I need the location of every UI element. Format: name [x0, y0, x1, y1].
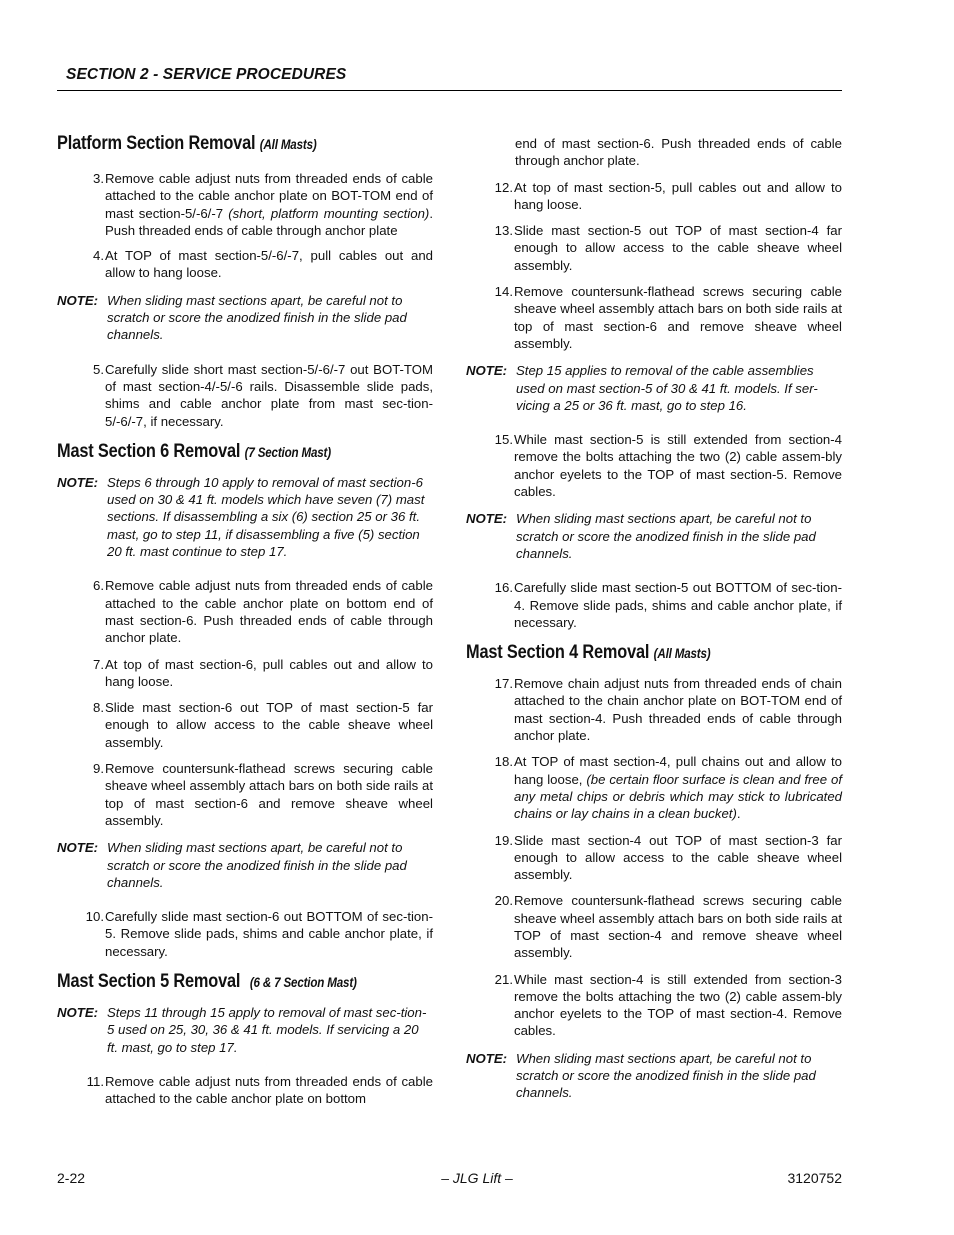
step-number: 14. [494, 284, 513, 300]
heading-qualifier: (All Masts) [653, 646, 711, 662]
step-text [514, 753, 842, 822]
step-6 [57, 577, 433, 646]
note-label: NOTE: [57, 840, 99, 856]
page-number: 2-22 [57, 1170, 86, 1186]
step-text [105, 170, 433, 239]
note-text: When sliding mast sections apart, be careful not to scratch or score the anodized finish in the slide pad channels. [516, 511, 816, 561]
note-5 [466, 362, 842, 414]
footer-center: – JLG Lift – [441, 1170, 513, 1186]
right-column [466, 135, 842, 1102]
note-label: NOTE: [57, 292, 99, 308]
step-text: While mast section-4 is still extended from section-3 remove the bolts attaching the two (2) cable assem-bly anchor eyelets to the TOP of mast section-4. Remove cables. [514, 971, 842, 1039]
note-4 [57, 1004, 433, 1056]
step-text-b: (short, platform mounting section) [228, 205, 430, 221]
note-text: Step 15 applies to removal of the cable assemblies used on mast section-5 of 30 & 41 ft. models. If ser-vicing a 25 or 36 ft. mast, go to step 16. [516, 363, 818, 413]
step-number: 21. [494, 971, 513, 987]
step-text: Carefully slide mast section-5 out BOTTOM of sec-tion-4. Remove slide pads, shims and cable anchor plate, if necessary. [514, 580, 842, 630]
step-7 [57, 656, 433, 691]
note-1 [57, 292, 433, 344]
step-text: Remove countersunk-flathead screws securing cable sheave wheel assembly attach bars on both side rails at top of mast section-6 and remove sheave wheel assembly. [105, 761, 433, 828]
step-number: 7. [93, 656, 104, 672]
note-label: NOTE: [466, 363, 508, 379]
note-label: NOTE: [466, 1050, 508, 1066]
step-text: Carefully slide mast section-6 out BOTTOM of sec-tion-5. Remove slide pads, shims and cable anchor plate, if necessary. [105, 909, 433, 959]
document-number: 3120752 [787, 1170, 842, 1186]
step-19 [466, 832, 842, 884]
step-text: Remove countersunk-flathead screws securing cable sheave wheel assembly attach bars on both side rails at top of mast section-6 and remove sheave wheel assembly. [514, 284, 842, 351]
step-20 [466, 892, 842, 961]
step-text: Slide mast section-4 out TOP of mast section-3 far enough to allow access to the cable sheave wheel assembly. [514, 832, 842, 883]
step-16 [466, 579, 842, 631]
left-column [57, 130, 433, 1107]
step-text: While mast section-5 is still extended from section-4 remove the bolts attaching the two (2) cable assem-bly anchor eyelets to the TOP of mast section-5. Remove cables. [514, 432, 842, 500]
heading-qualifier: (6 & 7 Section Mast) [249, 974, 357, 990]
note-label: NOTE: [57, 474, 99, 490]
heading-title: Mast Section 4 Removal [466, 642, 650, 664]
step-text: Remove countersunk-flathead screws securing cable sheave wheel assembly attach bars on both side rails at TOP of mast section-4 and remove sheave wheel assembly. [514, 893, 842, 961]
step-text-a: Remove cable adjust nuts from threaded ends of cable attached to the cable anchor plate on BOT-TOM end of mast section-5/-6/-7 [105, 171, 433, 221]
step-3 [57, 170, 433, 239]
note-3 [57, 839, 433, 891]
heading-mast-section-5-removal [57, 970, 380, 995]
step-text-c: . [736, 806, 741, 822]
note-text: When sliding mast sections apart, be careful not to scratch or score the anodized finish in the slide pad channels. [516, 1050, 816, 1101]
note-7 [466, 1050, 842, 1102]
step-number: 10. [85, 909, 104, 925]
step-4 [57, 247, 433, 282]
step-number: 18. [494, 754, 513, 770]
heading-mast-section-6-removal [57, 440, 380, 465]
note-text: When sliding mast sections apart, be careful not to scratch or score the anodized finish in the slide pad channels. [107, 292, 407, 343]
step-text-c: . Push threaded ends of cable through anchor plate [105, 205, 433, 238]
heading-title: Platform Section Removal [57, 133, 256, 154]
step-text: Slide mast section-6 out TOP of mast section-5 far enough to allow access to the cable sheave wheel assembly. [105, 700, 433, 750]
step-12 [466, 179, 842, 214]
note-text: Steps 6 through 10 apply to removal of mast section-6 used on 30 & 41 ft. models which have seven (7) mast sections. If disassembling a six (6) section 25 or 36 ft. mast, go to step 11, if disassembling a five (5) section 20 ft. mast continue to step 17. [107, 474, 425, 560]
step-text-b: (be certain floor surface is clean and free of any metal chips or debris which may stick to lubricated chains or lay chains in a clean bucket) [514, 771, 842, 822]
header-rule [57, 90, 842, 91]
step-text: At top of mast section-6, pull cables out and allow to hang loose. [105, 656, 433, 689]
note-label: NOTE: [466, 511, 508, 527]
note-label: NOTE: [57, 1004, 99, 1020]
heading-title: Mast Section 6 Removal [57, 440, 241, 462]
step-text: Remove chain adjust nuts from threaded ends of chain attached to the chain anchor plate on BOT-TOM end of mast section-4. Push threaded ends of cable through anchor plate. [514, 676, 842, 744]
step-5 [57, 361, 433, 430]
step-number: 12. [494, 179, 513, 195]
step-17 [466, 675, 842, 744]
step-number: 4. [93, 248, 104, 264]
note-text: Steps 11 through 15 apply to removal of mast sec-tion-5 used on 25, 30, 36 & 41 ft. models. If servicing a 20 ft. mast, go to step 17. [107, 1004, 427, 1055]
step-text: Remove cable adjust nuts from threaded ends of cable attached to the cable anchor plate on bottom [105, 1073, 433, 1107]
step-number: 20. [494, 893, 513, 909]
step-text: Carefully slide short mast section-5/-6/-7 out BOT-TOM of mast section-4/-5/-6 rails. Disassemble slide pads, shims and cable anchor plate from mast sec-tion-5/-6/-7, if necessary. [105, 361, 433, 429]
note-2 [57, 474, 433, 560]
step-15 [466, 431, 842, 500]
step-10 [57, 908, 433, 960]
step-21 [466, 971, 842, 1040]
step-number: 11. [86, 1073, 104, 1089]
step-number: 9. [93, 761, 104, 777]
step-number: 8. [93, 700, 104, 716]
step-number: 13. [494, 223, 513, 239]
note-text: When sliding mast sections apart, be careful not to scratch or score the anodized finish in the slide pad channels. [107, 840, 407, 890]
step-number: 6. [93, 578, 104, 594]
step-text: Remove cable adjust nuts from threaded ends of cable attached to the cable anchor plate on bottom end of mast section-6. Push threaded ends of cable through anchor plate. [105, 578, 433, 646]
step-text: At TOP of mast section-5/-6/-7, pull cables out and allow to hang loose. [105, 248, 433, 281]
step-number: 19. [494, 832, 513, 848]
step-9 [57, 760, 433, 829]
step-text-a: At TOP of mast section-4, pull chains out and allow to hang loose, [514, 754, 842, 787]
note-6 [466, 510, 842, 562]
continued-text: end of mast section-6. Push threaded ends of cable through anchor plate. [515, 136, 842, 169]
step-13 [466, 222, 842, 274]
step-18 [466, 753, 842, 822]
heading-title: Mast Section 5 Removal [57, 970, 241, 992]
step-number: 16. [494, 580, 513, 596]
step-11 [57, 1073, 433, 1108]
step-number: 3. [93, 171, 104, 186]
step-14 [466, 283, 842, 352]
heading-mast-section-4-removal [466, 641, 789, 666]
step-8 [57, 699, 433, 751]
section-header: SECTION 2 - SERVICE PROCEDURES [66, 66, 347, 83]
heading-qualifier: (All Masts) [259, 137, 317, 152]
heading-qualifier: (7 Section Mast) [244, 444, 331, 460]
step-text: Slide mast section-5 out TOP of mast section-4 far enough to allow access to the cable sheave wheel assembly. [514, 223, 842, 273]
step-number: 17. [494, 676, 513, 692]
step-text: At top of mast section-5, pull cables out and allow to hang loose. [514, 179, 842, 212]
heading-platform-section-removal [57, 132, 380, 157]
step-number: 15. [494, 432, 513, 448]
step-number: 5. [93, 361, 104, 377]
